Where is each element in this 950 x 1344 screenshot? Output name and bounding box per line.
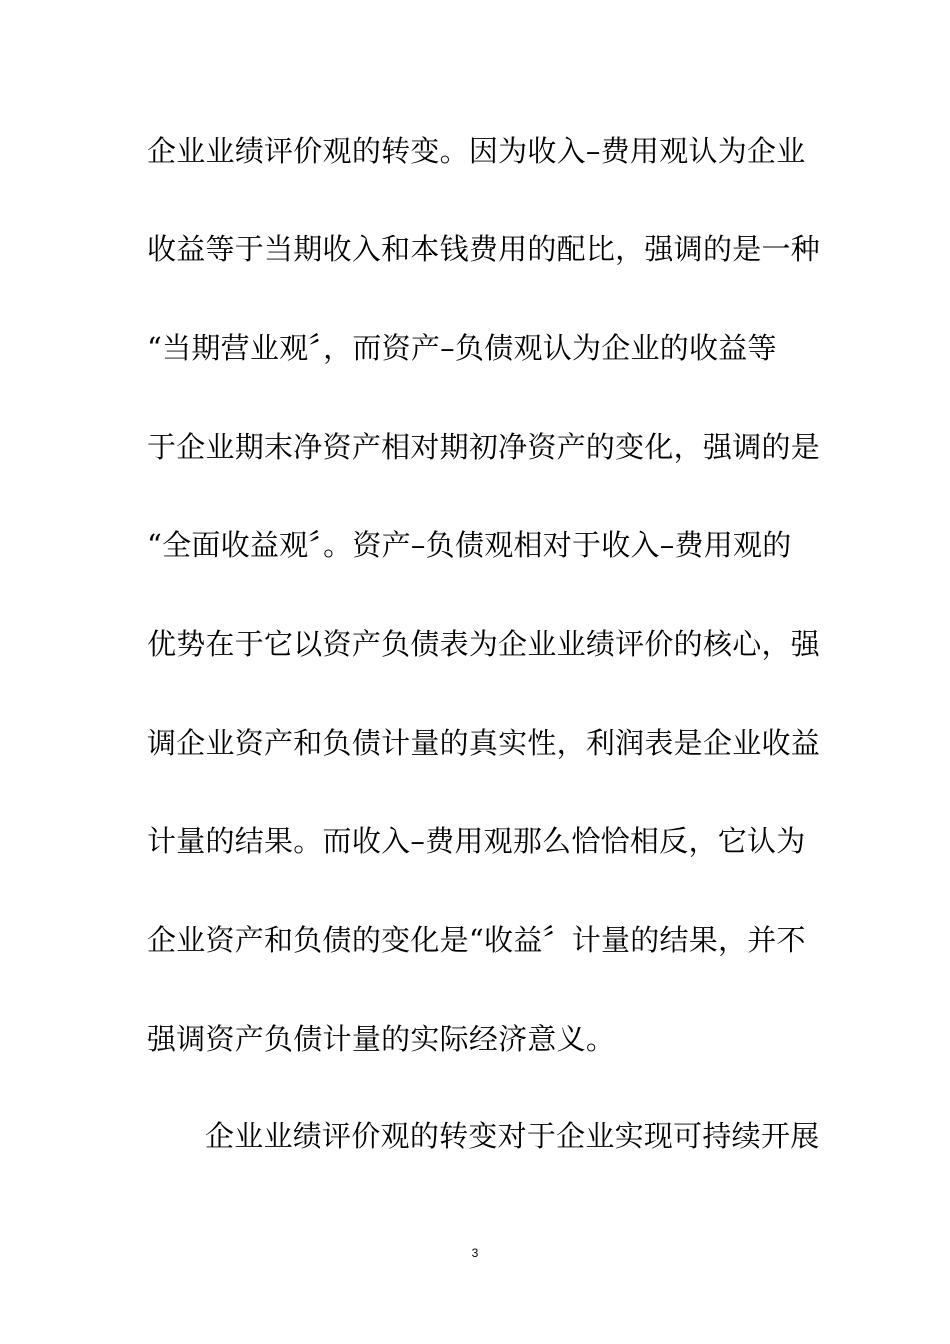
- body-text-line: “全面收益观〞。资产–负债观相对于收入–费用观的: [147, 528, 792, 562]
- body-text-line: 优势在于它以资产负债表为企业业绩评价的核心，强: [147, 627, 820, 661]
- body-text-line: 调企业资产和负债计量的真实性，利润表是企业收益: [147, 726, 820, 760]
- body-text-line: 收益等于当期收入和本钱费用的配比，强调的是一种: [147, 232, 820, 266]
- body-text-line: “当期营业观〞，而资产–负债观认为企业的收益等: [147, 331, 777, 365]
- body-text-line: 企业业绩评价观的转变。因为收入–费用观认为企业: [147, 134, 806, 168]
- paragraph-first-line: 企业业绩评价观的转变对于企业实现可持续开展: [205, 1119, 820, 1153]
- body-text-line: 于企业期末净资产相对期初净资产的变化，强调的是: [147, 430, 820, 464]
- body-text-line: 企业资产和负债的变化是“收益〞计量的结果，并不: [147, 923, 806, 957]
- page-number: 3: [471, 1246, 479, 1260]
- body-text-line: 计量的结果。而收入–费用观那么恰恰相反，它认为: [147, 824, 806, 858]
- body-text-line: 强调资产负债计量的实际经济意义。: [147, 1022, 616, 1056]
